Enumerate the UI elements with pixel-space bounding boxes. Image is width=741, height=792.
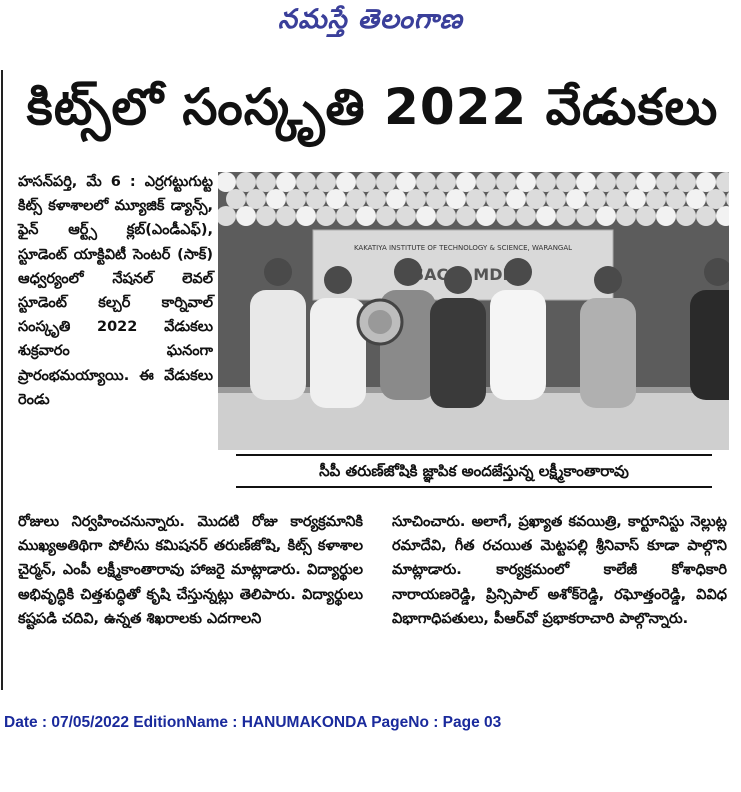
article-text: రోజులు నిర్వహించనున్నారు. మొదటి రోజు కార్యక్రమానికి ముఖ్యఅతిథిగా పోలీసు కమిషనర్ తరుణ్‌జోషి, కిట్స్ కళాశాల చైర్మన్, ఎంపీ లక్ష్మీకాంతారావు హాజరై మాట్లాడారు. విద్యార్థుల అభివృద్ధికి చిత్తశుద్ధితో కృషి చేస్తున్నట్లు తెలిపారు. విద్యార్థులు కష్టపడి చదివి, ఉన్నత శిఖరాలకు ఎదగాలని [18, 514, 363, 627]
edition-info: Date : 07/05/2022 EditionName : HANUMAKONDA PageNo : Page 03 [4, 714, 502, 731]
photo-caption: సీపీ తరుణ్‌జోషికి జ్ఞాపిక అందజేస్తున్న లక్ష్మీకాంతారావు [236, 454, 712, 488]
masthead-title: నమస్తే తెలంగాణ [278, 4, 463, 35]
article-column-2 [18, 510, 363, 631]
banner-text: KAKATIYA INSTITUTE OF TECHNOLOGY & SCIENCE, WARANGAL [353, 244, 573, 252]
article-border [1, 70, 3, 690]
balloon-decoration [218, 172, 729, 226]
article-headline: కిట్స్‌లో సంస్కృతి 2022 వేడుకలు [26, 78, 719, 136]
newspaper-masthead [0, 0, 741, 48]
news-photo [218, 172, 729, 450]
article-text: హసన్‌పర్తి, మే 6 : ఎర్రగట్టుగుట్ట కిట్స్ కళాశాలలో మ్యూజిక్ డ్యాన్స్, ఫైన్ ఆర్ట్స్ క్లబ్(ఎండీఎఫ్), స్టూడెంట్ యాక్టివిటీ సెంటర్ (సాక్) ఆధ్వర్యంలో నేషనల్ లెవల్ స్టూడెంట్ కల్చర్ కార్నివాల్ సంస్కృతి 2022 వేడుకలు శుక్రవారం ఘనంగా ప్రారంభమయ్యాయి. ఈ వేడుకలు రెండు [18, 174, 213, 408]
photo-illustration [218, 172, 729, 450]
article-text: సూచించారు. అలాగే, ప్రఖ్యాత కవయిత్రి, కార్టూనిస్టు నెల్లుట్ల రమాదేవి, గీత రచయిత మెట్టపల్లి శ్రీనివాస్ కూడా పాల్గొని మాట్లాడారు. కార్యక్రమంలో కాలేజీ కోశాధికారి నారాయణరెడ్డి, ప్రిన్సిపాల్ అశోక్‌రెడ్డి, రఘోత్తంరెడ్డి, వివిధ విభాగాధిపతులు, పీఆర్‌వో ప్రభాకరాచారి పాల్గొన్నారు. [392, 514, 727, 627]
article-column-1 [18, 170, 213, 412]
article-column-3 [392, 510, 727, 631]
banner-subtext: SAC MDF [412, 265, 514, 284]
